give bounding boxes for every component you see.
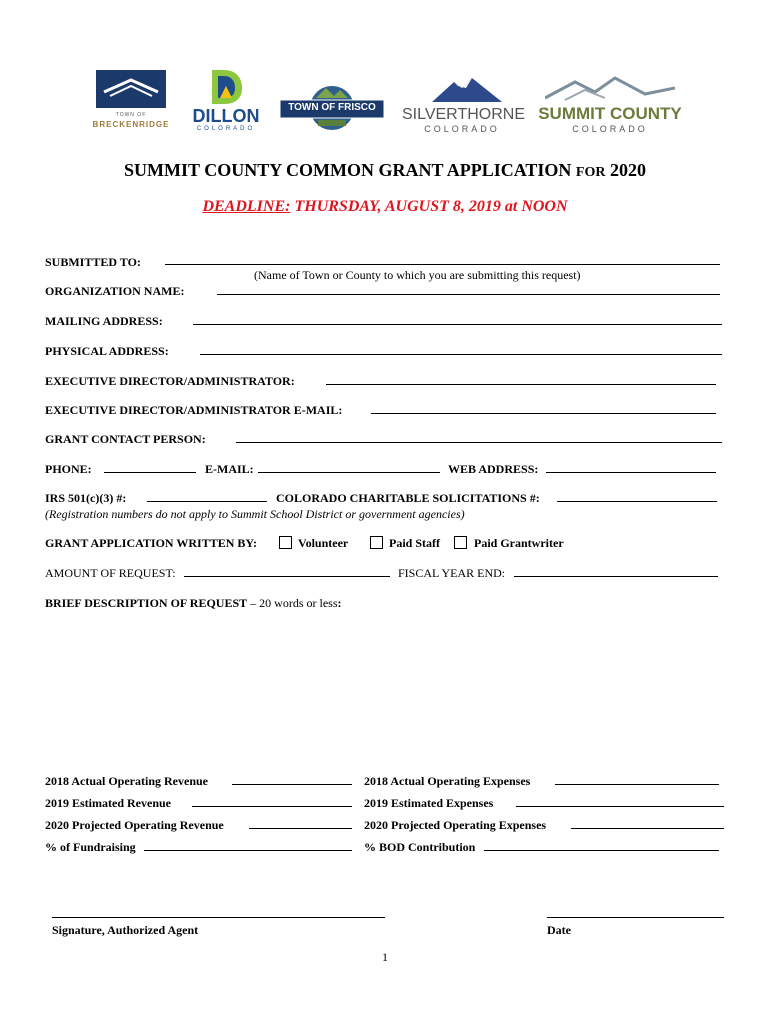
frisco-logo xyxy=(278,86,386,132)
volunteer-label: Volunteer xyxy=(298,536,349,550)
grant-contact-label: GRANT CONTACT PERSON: xyxy=(45,432,206,446)
mailing-address-field[interactable] xyxy=(193,324,722,325)
estimated-revenue-2019-field[interactable] xyxy=(192,806,352,807)
submitted-to-field[interactable] xyxy=(165,264,720,265)
summit-county-state: COLORADO xyxy=(572,124,648,134)
paid-grantwriter-label: Paid Grantwriter xyxy=(474,536,564,550)
summit-county-logo xyxy=(535,76,685,136)
projected-expenses-2020-label: 2020 Projected Operating Expenses xyxy=(364,818,547,832)
breckenridge-mountain-icon xyxy=(96,70,166,108)
colorado-charitable-label: COLORADO CHARITABLE SOLICITATIONS #: xyxy=(276,491,540,505)
dillon-d-icon xyxy=(208,68,244,106)
bod-contribution-field[interactable] xyxy=(484,850,719,851)
fundraising-label: % of Fundraising xyxy=(45,840,136,854)
email-field[interactable] xyxy=(258,472,440,473)
paid-staff-checkbox[interactable] xyxy=(370,536,383,549)
physical-address-label: PHYSICAL ADDRESS: xyxy=(45,344,169,358)
bod-contribution-label: % BOD Contribution xyxy=(364,840,476,854)
summit-county-name: SUMMIT COUNTY xyxy=(538,104,682,123)
physical-address-field[interactable] xyxy=(200,354,722,355)
actual-expenses-2018-field[interactable] xyxy=(555,784,719,785)
page-number: 1 xyxy=(382,950,388,964)
breckenridge-town-of: TOWN OF xyxy=(115,112,147,118)
volunteer-checkbox[interactable] xyxy=(279,536,292,549)
silverthorne-mountain-icon xyxy=(432,76,502,104)
registration-note: (Registration numbers do not apply to Summit School District or government agencies) xyxy=(45,507,465,521)
written-by-label: GRANT APPLICATION WRITTEN BY: xyxy=(45,536,257,550)
projected-revenue-2020-label: 2020 Projected Operating Revenue xyxy=(45,818,224,832)
colorado-charitable-field[interactable] xyxy=(557,501,717,502)
breckenridge-name: BRECKENRIDGE xyxy=(92,120,170,129)
frisco-name: TOWN OF FRISCO xyxy=(288,102,376,113)
estimated-revenue-2019-label: 2019 Estimated Revenue xyxy=(45,796,171,810)
executive-director-label: EXECUTIVE DIRECTOR/ADMINISTRATOR: xyxy=(45,374,295,388)
organization-name-label: ORGANIZATION NAME: xyxy=(45,284,185,298)
irs-label: IRS 501(c)(3) #: xyxy=(45,491,127,505)
silverthorne-state: COLORADO xyxy=(424,124,500,134)
mailing-address-label: MAILING ADDRESS: xyxy=(45,314,163,328)
submitted-to-label: SUBMITTED TO: xyxy=(45,255,141,269)
dillon-state: COLORADO xyxy=(196,126,256,132)
projected-expenses-2020-field[interactable] xyxy=(571,828,724,829)
organization-name-field[interactable] xyxy=(217,294,720,295)
date-field[interactable] xyxy=(547,917,724,918)
web-address-label: WEB ADDRESS: xyxy=(448,462,539,476)
executive-director-email-field[interactable] xyxy=(371,413,716,414)
summit-county-mountain-icon xyxy=(545,76,675,102)
actual-revenue-2018-label: 2018 Actual Operating Revenue xyxy=(45,774,208,788)
estimated-expenses-2019-label: 2019 Estimated Expenses xyxy=(364,796,494,810)
dillon-logo xyxy=(188,68,264,136)
web-address-field[interactable] xyxy=(546,472,716,473)
phone-label: PHONE: xyxy=(45,462,92,476)
grant-contact-field[interactable] xyxy=(236,442,722,443)
brief-description-label: BRIEF DESCRIPTION OF REQUEST – 20 words or less: xyxy=(45,596,342,610)
executive-director-email-label: EXECUTIVE DIRECTOR/ADMINISTRATOR E-MAIL: xyxy=(45,403,343,417)
signature-field[interactable] xyxy=(52,917,385,918)
signature-label: Signature, Authorized Agent xyxy=(52,923,199,937)
dillon-name: DILLON xyxy=(192,106,260,126)
email-label: E-MAIL: xyxy=(205,462,254,476)
actual-revenue-2018-field[interactable] xyxy=(232,784,352,785)
breckenridge-logo xyxy=(90,70,172,136)
amount-of-request-field[interactable] xyxy=(184,576,390,577)
fundraising-field[interactable] xyxy=(144,850,352,851)
fiscal-year-end-label: FISCAL YEAR END: xyxy=(398,566,506,580)
document-title: SUMMIT COUNTY COMMON GRANT APPLICATION FOR 2020 xyxy=(124,160,646,180)
silverthorne-logo xyxy=(402,76,525,136)
paid-grantwriter-checkbox[interactable] xyxy=(454,536,467,549)
estimated-expenses-2019-field[interactable] xyxy=(516,806,724,807)
phone-field[interactable] xyxy=(104,472,196,473)
fiscal-year-end-field[interactable] xyxy=(514,576,718,577)
submitted-to-note: (Name of Town or County to which you are submitting this request) xyxy=(254,268,581,282)
deadline: DEADLINE: THURSDAY, AUGUST 8, 2019 at NOON xyxy=(202,198,568,215)
irs-field[interactable] xyxy=(147,501,267,502)
amount-of-request-label: AMOUNT OF REQUEST: xyxy=(45,566,176,580)
paid-staff-label: Paid Staff xyxy=(389,536,440,550)
date-label: Date xyxy=(547,923,571,937)
actual-expenses-2018-label: 2018 Actual Operating Expenses xyxy=(364,774,531,788)
silverthorne-name: SILVERTHORNE xyxy=(402,106,525,123)
projected-revenue-2020-field[interactable] xyxy=(249,828,352,829)
executive-director-field[interactable] xyxy=(326,384,716,385)
